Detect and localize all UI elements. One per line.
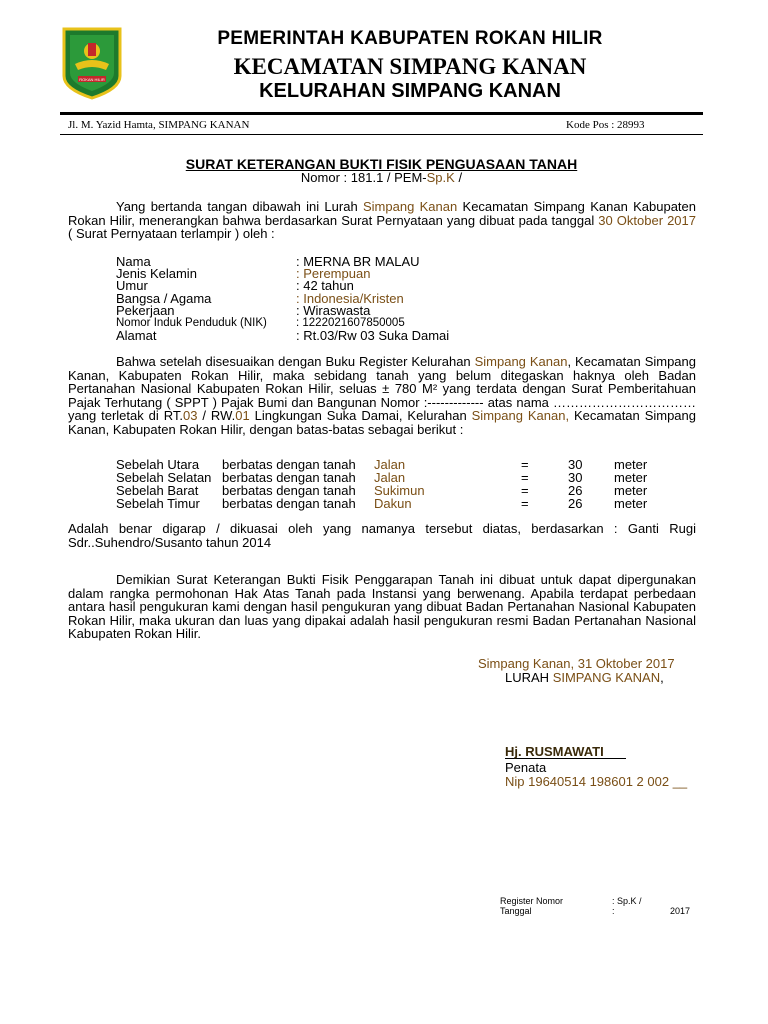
border-length: 30 [568, 470, 583, 485]
land-highlight: 03 [182, 408, 198, 423]
intro-text-2: Kecamatan Simpang Kanan Kabupaten Rokan Hilir, menerangkan bahwa berdasarkan Surat Pernyataan yang dibuat pada tanggal [68, 199, 696, 228]
person-value: : Wiraswasta [296, 303, 371, 318]
header-address: Jl. M. Yazid Hamta, SIMPANG KANAN [68, 119, 250, 131]
border-owner: Sukimun [374, 483, 425, 498]
land-paragraph [68, 355, 696, 436]
person-label: Jenis Kelamin [116, 266, 197, 281]
person-label: Nama [116, 254, 151, 269]
border-equals: = [521, 496, 529, 511]
signature-place-date: Simpang Kanan, 31 Oktober 2017 [478, 656, 675, 671]
intro-highlight-village: Simpang Kanan [363, 199, 458, 214]
intro-highlight-date: 30 Oktober 2017 [598, 212, 696, 228]
header-district: KECAMATAN SIMPANG KANAN [233, 54, 587, 79]
intro-paragraph [68, 200, 696, 241]
border-length: 30 [568, 457, 583, 472]
register-number-label: Register Nomor [500, 896, 564, 906]
land-text: , Kecamatan Simpang Kanan, Kabupaten Rokan Hilir, maka sebidang tanah yang belum ditegaskan haknya oleh Badan Pertanahan Nasional Kabupaten Rokan Hilir, seluas ± 780 M² yang terdata dengan Surat Pemberitahuan Pajak Terhutang ( SPPT ) Pajak Bumi dan Bangunan Nomor :------------- atas nama ……………………………yang terletak di RT. [68, 354, 696, 423]
header-government: PEMERINTAH KABUPATEN ROKAN HILIR [217, 28, 603, 49]
border-owner: Jalan [374, 470, 406, 485]
border-side: Sebelah Timur [116, 496, 200, 511]
border-unit: meter [614, 470, 648, 485]
register-date-year: 2017 [670, 906, 691, 916]
border-equals: = [521, 457, 529, 472]
border-equals: = [521, 483, 529, 498]
header-rule-thin [60, 134, 703, 135]
land-text: Bahwa setelah disesuaikan dengan Buku Register Kelurahan [116, 354, 475, 369]
border-text: berbatas dengan tanah [222, 470, 356, 485]
header-village: KELURAHAN SIMPANG KANAN [259, 80, 561, 102]
person-label: Bangsa / Agama [116, 291, 212, 306]
document-title: SURAT KETERANGAN BUKTI FISIK PENGUASAAN TANAH [185, 156, 578, 172]
person-value: : Indonesia/Kristen [296, 291, 404, 306]
intro-text-1: Yang bertanda tangan dibawah ini Lurah [116, 199, 363, 214]
border-owner: Dakun [374, 496, 412, 511]
person-value: : Perempuan [296, 266, 371, 281]
border-side: Sebelah Selatan [116, 470, 212, 485]
person-label: Pekerjaan [116, 303, 175, 318]
land-text: Kecamatan Simpang Kanan, Kabupaten Rokan Hilir, dengan batas-batas sebagai berikut : [68, 408, 696, 437]
header-rule-thick [60, 112, 703, 115]
person-value: : 42 tahun [296, 278, 354, 293]
border-text: berbatas dengan tanah [222, 457, 356, 472]
person-label: Nomor Induk Penduduk (NIK) [116, 317, 267, 329]
ownership-paragraph: Adalah benar digarap / dikuasai oleh yang namanya tersebut diatas, berdasarkan : Ganti Rugi Sdr..Suhendro/Susanto tahun 2014 [68, 521, 696, 550]
position-name: SIMPANG KANAN [552, 670, 661, 685]
number-code: Sp.K [426, 170, 455, 185]
land-text: / RW. [197, 408, 236, 423]
logo-text: ROKAN HILIR [79, 77, 105, 82]
border-length: 26 [568, 483, 583, 498]
document-number [60, 170, 703, 185]
border-unit: meter [614, 483, 648, 498]
number-prefix: Nomor : 181.1 / PEM- [300, 170, 427, 185]
signatory-name: Hj. RUSMAWATI [505, 745, 626, 759]
person-value: : Rt.03/Rw 03 Suka Damai [296, 328, 450, 343]
regency-emblem [61, 26, 123, 100]
signatory-nip: Nip 19640514 198601 2 002 __ [505, 774, 688, 789]
border-unit: meter [614, 496, 648, 511]
border-owner: Jalan [374, 457, 406, 472]
border-unit: meter [614, 457, 648, 472]
person-label: Alamat [116, 328, 157, 343]
closing-paragraph: Demikian Surat Keterangan Bukti Fisik Penggarapan Tanah ini dibuat untuk dapat dipergunakan dalam rangka permohonan Hak Atas Tanah pada Instansi yang berwenang. Apabila terdapat perbedaan antara hasil pengukuran kami dengan hasil pengukuran yang dibuat Badan Pertanahan Nasional Kabupaten Rokan Hilir, maka ukuran dan luas yang dipakai adalah hasil pengukuran resmi Badan Pertanahan Nasional Kabupaten Rokan Hilir. [68, 572, 696, 641]
person-value: : MERNA BR MALAU [296, 254, 420, 269]
person-value: : 1222021607850005 [296, 317, 405, 329]
border-text: berbatas dengan tanah [222, 496, 356, 511]
border-side: Sebelah Barat [116, 483, 199, 498]
land-highlight: Simpang Kanan, [471, 408, 570, 423]
intro-text-3: ( Surat Pernyataan terlampir ) oleh : [68, 226, 275, 241]
signatory-rank: Penata [505, 760, 547, 775]
border-equals: = [521, 470, 529, 485]
position-prefix: LURAH [505, 670, 553, 685]
signature-position [505, 670, 664, 685]
border-text: berbatas dengan tanah [222, 483, 356, 498]
land-text: Lingkungan Suka Damai, Kelurahan [249, 408, 472, 423]
header-postal-code: Kode Pos : 28993 [566, 119, 645, 131]
border-side: Sebelah Utara [116, 457, 200, 472]
register-date-colon: : [612, 906, 615, 916]
position-suffix: , [660, 670, 664, 685]
land-highlight: 01 [235, 408, 250, 423]
register-date-label: Tanggal [500, 906, 532, 916]
person-label: Umur [116, 278, 148, 293]
number-suffix: / [454, 170, 463, 185]
register-number-value: : Sp.K / [612, 896, 642, 906]
land-highlight: Simpang Kanan [474, 354, 568, 369]
border-length: 26 [568, 496, 583, 511]
